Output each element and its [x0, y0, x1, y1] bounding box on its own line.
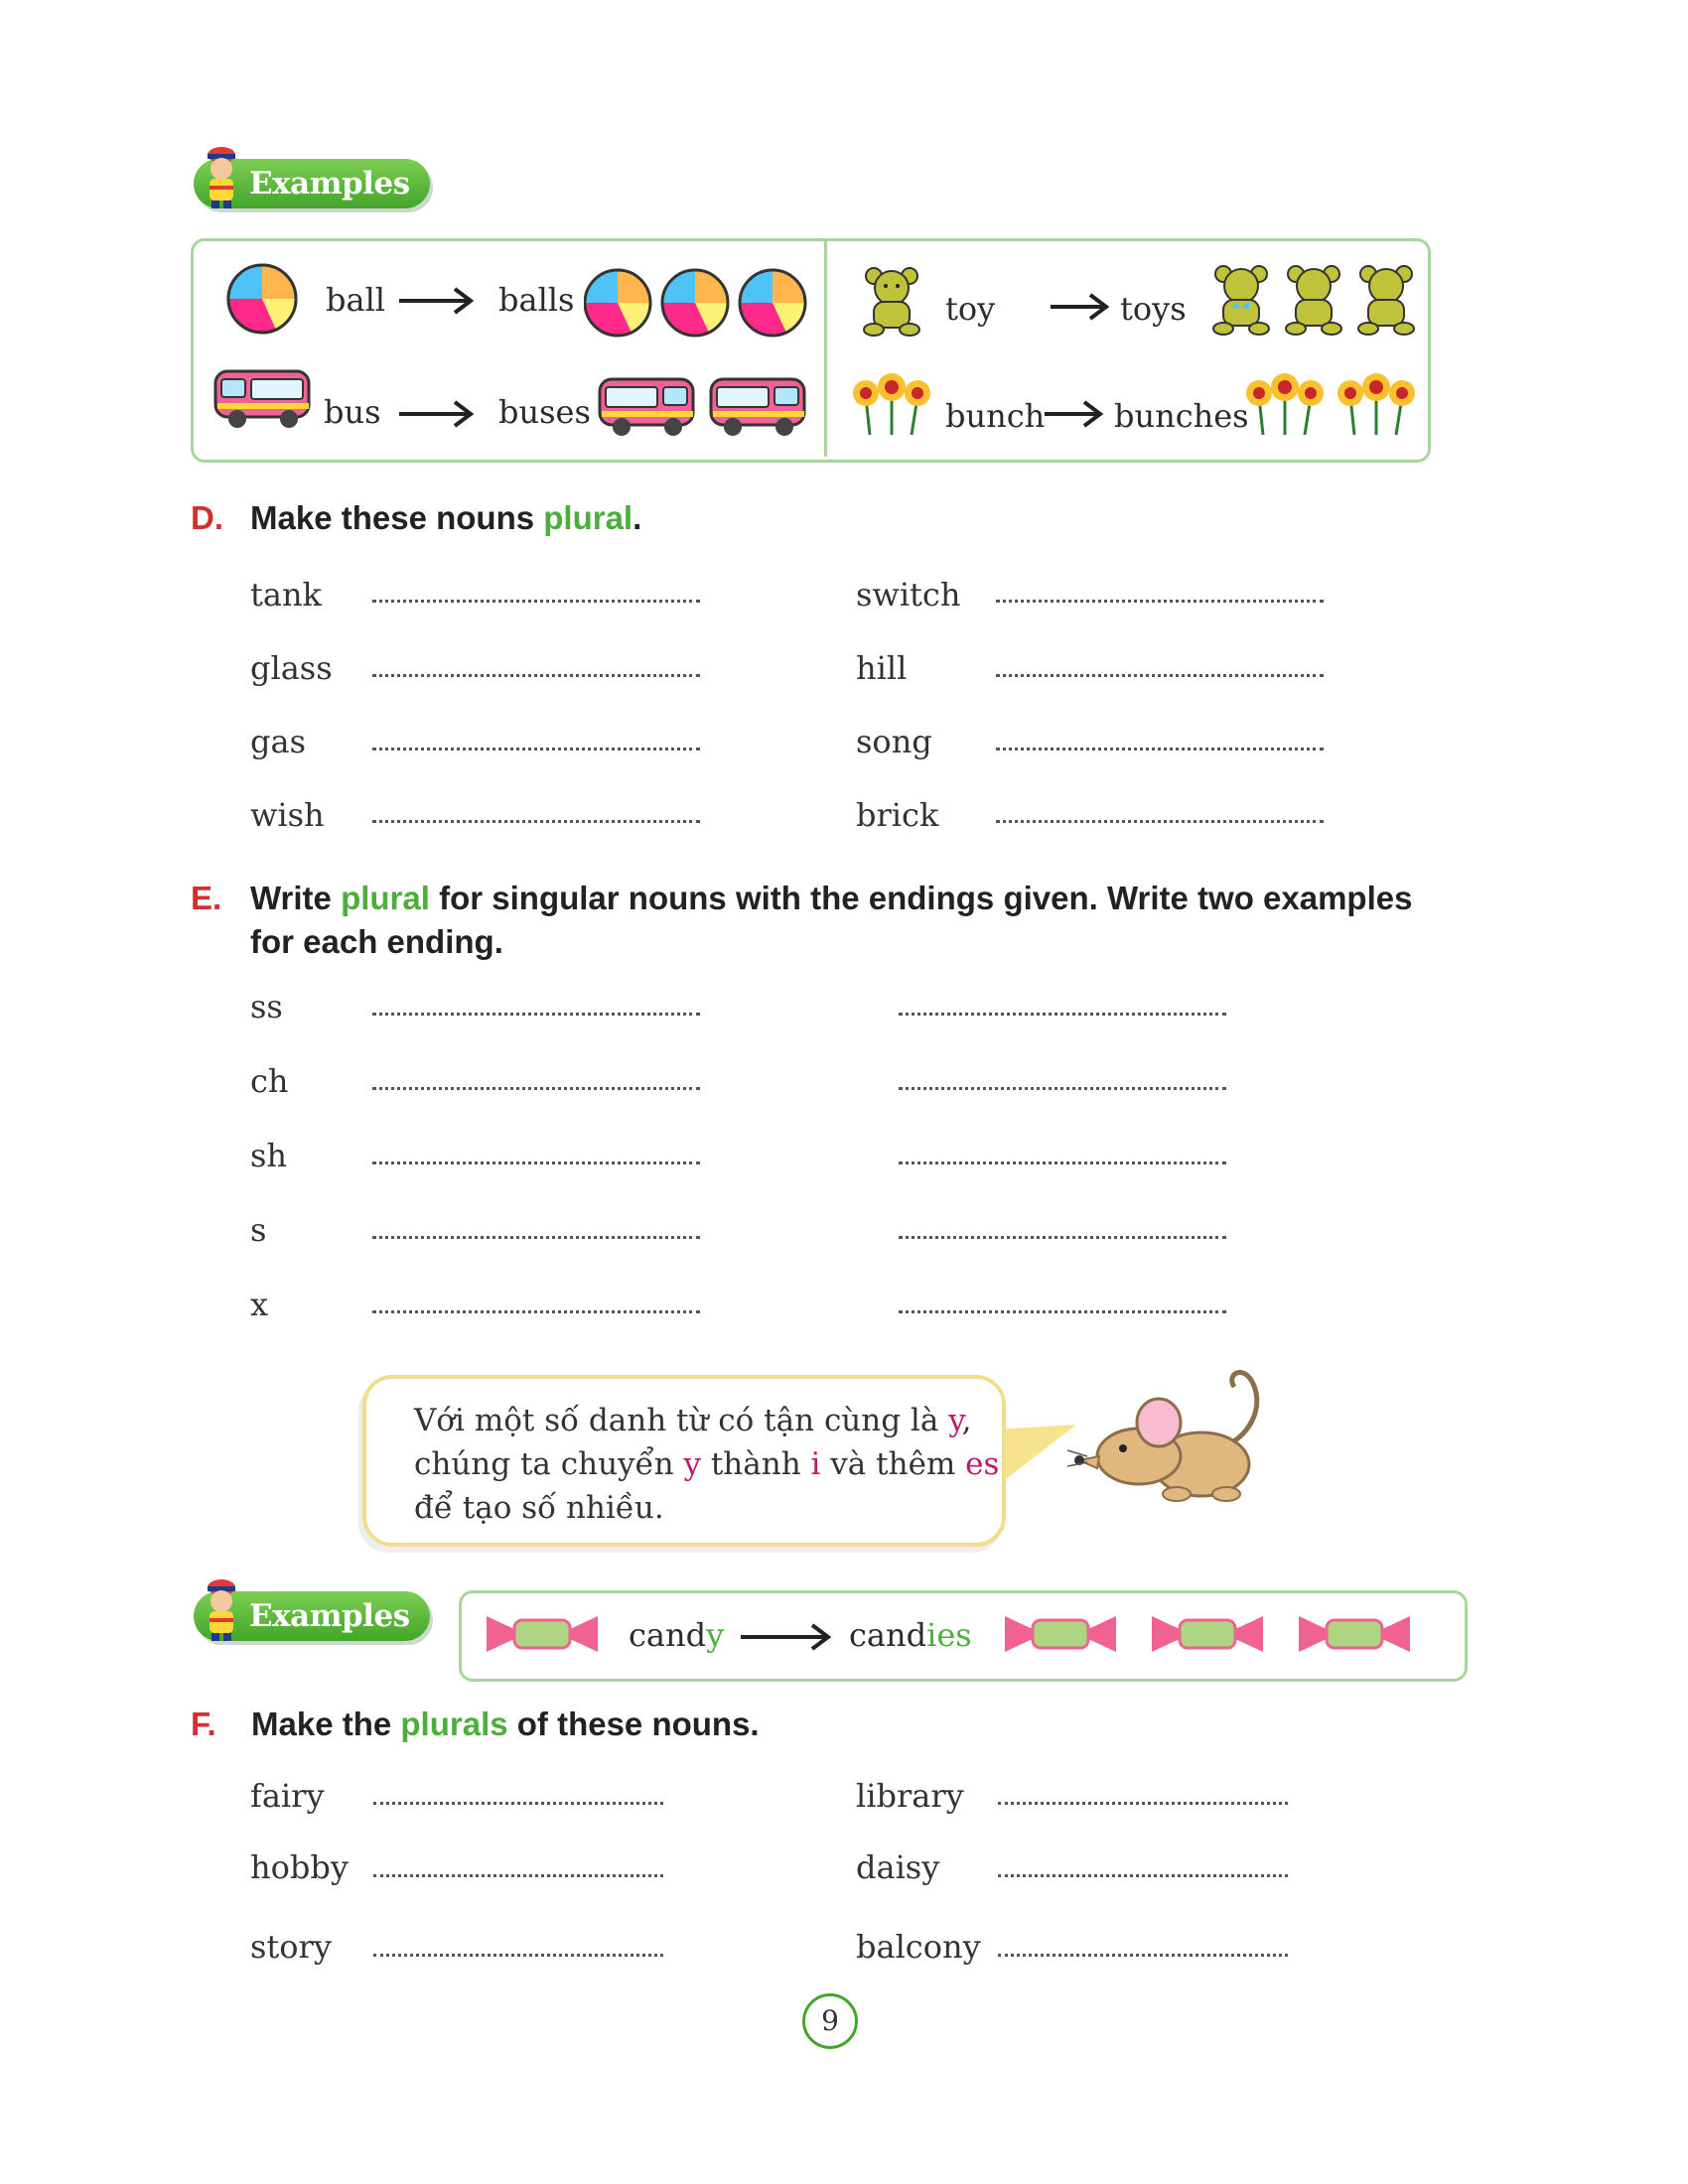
singular-bunch: bunch	[945, 397, 1046, 435]
singular-toy: toy	[945, 290, 996, 328]
candy-plural	[849, 1616, 972, 1654]
word-balcony: balcony	[856, 1928, 981, 1966]
candy-icon	[1005, 1612, 1116, 1656]
heading-highlight: plurals	[400, 1706, 508, 1742]
bus-icon	[596, 375, 695, 439]
bus-icon	[213, 367, 313, 431]
answer-blank[interactable]	[996, 748, 1324, 751]
heading-text: Make these nouns	[250, 499, 544, 536]
word-wish: wish	[250, 796, 325, 834]
singular-bus: bus	[324, 393, 381, 431]
page-number: 9	[802, 1993, 858, 2049]
answer-blank[interactable]	[899, 1310, 1226, 1313]
note-highlight: y	[948, 1403, 962, 1438]
answer-blank[interactable]	[996, 674, 1324, 677]
answer-blank[interactable]	[998, 1874, 1288, 1877]
two-flower-bunches-icon	[1243, 369, 1420, 437]
kid-icon	[200, 145, 243, 208]
note-line-3: để tạo số nhiều.	[414, 1490, 664, 1526]
word-song: song	[856, 723, 932, 760]
heading-highlight: plural	[543, 499, 633, 536]
answer-blank[interactable]	[372, 1310, 700, 1313]
mouse-icon	[1067, 1365, 1276, 1519]
arrow-icon	[741, 1622, 832, 1652]
answer-blank[interactable]	[372, 1161, 700, 1164]
plural-toys: toys	[1120, 290, 1187, 328]
teddy-bear-icon	[860, 266, 923, 338]
word-tank: tank	[250, 576, 322, 614]
word-glass: glass	[250, 649, 333, 687]
plural-balls: balls	[498, 281, 575, 319]
answer-blank[interactable]	[998, 1802, 1288, 1805]
word-stem: cand	[629, 1616, 707, 1654]
ending-x: x	[250, 1286, 269, 1323]
word-daisy: daisy	[856, 1848, 940, 1886]
answer-blank[interactable]	[372, 600, 700, 603]
heading-highlight: plural	[341, 880, 430, 916]
word-gas: gas	[250, 723, 306, 760]
note-bubble	[362, 1375, 1006, 1547]
word-hobby: hobby	[250, 1848, 349, 1886]
note-highlight: i	[810, 1446, 821, 1482]
answer-blank[interactable]	[899, 1013, 1226, 1016]
word-ending: y	[706, 1616, 725, 1654]
section-f-heading	[251, 1706, 760, 1743]
answer-blank[interactable]	[373, 1954, 663, 1957]
answer-blank[interactable]	[998, 1954, 1288, 1957]
kid-icon	[200, 1577, 243, 1641]
note-fragment: chúng ta chuyển	[414, 1446, 684, 1482]
arrow-icon	[1051, 292, 1110, 322]
word-fairy: fairy	[250, 1777, 325, 1815]
three-balls-icon	[584, 268, 810, 338]
singular-ball: ball	[326, 281, 386, 319]
ending-ss: ss	[250, 988, 283, 1025]
heading-text: Make the	[251, 1706, 401, 1742]
word-ending: ies	[926, 1616, 972, 1654]
answer-blank[interactable]	[373, 1874, 663, 1877]
ending-ch: ch	[250, 1062, 289, 1100]
word-library: library	[856, 1777, 964, 1815]
answer-blank[interactable]	[899, 1161, 1226, 1164]
three-teddy-bears-icon	[1209, 264, 1418, 338]
answer-blank[interactable]	[996, 820, 1324, 823]
answer-blank[interactable]	[372, 1013, 700, 1016]
arrow-icon	[399, 286, 475, 316]
section-e-heading-line2: for each ending.	[250, 923, 503, 960]
answer-blank[interactable]	[899, 1236, 1226, 1239]
ball-icon	[226, 263, 298, 335]
note-fragment: ,	[961, 1403, 972, 1438]
examples-label: Examples	[249, 1598, 410, 1634]
plural-bunches: bunches	[1114, 397, 1249, 435]
plural-buses: buses	[498, 393, 591, 431]
bus-icon	[707, 375, 806, 439]
answer-blank[interactable]	[899, 1087, 1226, 1090]
ending-s: s	[250, 1211, 267, 1249]
answer-blank[interactable]	[372, 748, 700, 751]
flower-bunch-icon	[850, 369, 933, 437]
section-f-letter: F.	[191, 1706, 216, 1742]
examples-badge	[194, 159, 430, 208]
note-fragment: Với một số danh từ có tận cùng là	[414, 1403, 949, 1438]
heading-text: for singular nouns with the endings given. Write two examples	[429, 880, 1413, 916]
note-text	[414, 1399, 999, 1530]
section-e-heading	[250, 880, 1412, 917]
note-line-2	[414, 1442, 999, 1486]
note-line-1	[414, 1399, 999, 1442]
answer-blank[interactable]	[372, 1087, 700, 1090]
answer-blank[interactable]	[996, 600, 1324, 603]
word-hill: hill	[856, 649, 908, 687]
candy-icon	[1152, 1612, 1263, 1656]
word-stem: cand	[849, 1616, 927, 1654]
heading-text: .	[633, 499, 642, 536]
note-highlight: es	[965, 1446, 1000, 1482]
examples-divider	[824, 241, 827, 457]
note-fragment: và thêm	[820, 1446, 966, 1482]
arrow-icon	[1045, 399, 1104, 429]
answer-blank[interactable]	[372, 674, 700, 677]
candy-singular	[629, 1616, 724, 1654]
examples-label: Examples	[249, 166, 410, 202]
section-d-letter: D.	[191, 499, 223, 536]
section-e-letter: E.	[191, 880, 222, 916]
answer-blank[interactable]	[373, 1802, 663, 1805]
heading-text: Write	[250, 880, 342, 916]
word-story: story	[250, 1928, 332, 1966]
arrow-icon	[399, 399, 475, 429]
note-highlight: y	[683, 1446, 701, 1482]
examples-badge	[194, 1591, 430, 1641]
candy-icon	[1299, 1612, 1410, 1656]
section-d-heading	[250, 499, 641, 537]
word-switch: switch	[856, 576, 961, 614]
word-brick: brick	[856, 796, 939, 834]
answer-blank[interactable]	[372, 1236, 700, 1239]
note-fragment: thành	[700, 1446, 811, 1482]
ending-sh: sh	[250, 1137, 288, 1174]
answer-blank[interactable]	[372, 820, 700, 823]
heading-text: of these nouns.	[507, 1706, 760, 1742]
candy-icon	[487, 1612, 598, 1656]
